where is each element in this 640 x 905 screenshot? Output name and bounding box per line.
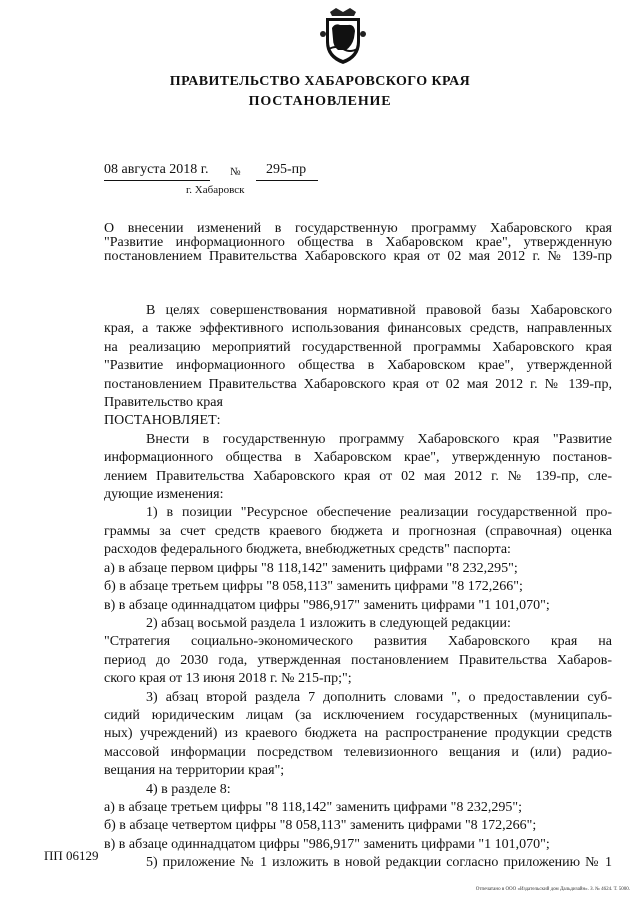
- body-line: Правительство края: [104, 395, 223, 411]
- body-line: массовой информации посредством телевизионного вещания и (или) радио-: [104, 744, 612, 760]
- body-line: Внести в государственную программу Хабаровского края "Развитие: [146, 431, 612, 447]
- body-line: вещания на территории края";: [104, 763, 285, 779]
- body-line: а) в абзаце первом цифры "8 118,142" заменить цифрами "8 232,295";: [104, 560, 518, 576]
- body-line: постановлением Правительства Хабаровского края от 02 мая 2012 г. № 139-пр,: [104, 376, 612, 392]
- body-line: 5) приложение № 1 изложить в новой редакции согласно приложению № 1: [146, 855, 612, 871]
- body-line: 3) абзац второй раздела 7 дополнить словами ", о предоставлении суб-: [146, 689, 612, 705]
- body-line: в) в абзаце одиннадцатом цифры "986,917" заменить цифрами "1 101,070";: [104, 597, 550, 613]
- number-underline: [256, 180, 318, 181]
- body-line: ных) учреждений) из краевого бюджета на распространение продукции средств: [104, 726, 612, 742]
- body-line: лением Правительства Хабаровского края от 02 мая 2012 г. № 139-пр, сле-: [104, 468, 612, 484]
- body-line: "Развитие информационного общества в Хабаровском крае", утвержденной: [104, 358, 612, 374]
- body-line: 1) в позиции "Ресурсное обеспечение реализации государственной про-: [146, 505, 612, 521]
- document-subject: [104, 222, 612, 264]
- subject-line: О внесении изменений в государственную программу Хабаровского края: [104, 221, 612, 236]
- subject-line: "Развитие информационного общества в Хабаровском крае", утвержденную: [104, 235, 612, 250]
- document-date: 08 августа 2018 г.: [104, 162, 209, 177]
- body-line: дующие изменения:: [104, 487, 224, 503]
- document-code: ПП 06129: [44, 848, 99, 863]
- body-line: края, а также эффективного использования финансовых средств, направленных: [104, 321, 612, 337]
- coat-of-arms-icon: [318, 6, 368, 66]
- document-type: ПОСТАНОВЛЕНИЕ: [248, 94, 392, 109]
- body-line: 4) в разделе 8:: [146, 781, 231, 797]
- body-line: ПОСТАНОВЛЯЕТ:: [104, 413, 221, 429]
- body-line: ского края от 13 июня 2018 г. № 215-пр;";: [104, 671, 352, 687]
- body-line: б) в абзаце четвертом цифры "8 058,113" заменить цифрами "8 172,266";: [104, 818, 537, 834]
- body-line: в) в абзаце одиннадцатом цифры "986,917" заменить цифрами "1 101,070";: [104, 836, 550, 852]
- number-sign: №: [230, 166, 241, 178]
- organization-title: ПРАВИТЕЛЬСТВО ХАБАРОВСКОГО КРАЯ: [169, 74, 471, 89]
- body-line: граммы за счет средств краевого бюджета и прогнозная (справочная) оценка: [104, 523, 612, 539]
- body-line: а) в абзаце третьем цифры "8 118,142" заменить цифрами "8 232,295";: [104, 799, 522, 815]
- body-line: В целях совершенствования нормативной правовой базы Хабаровского: [146, 303, 612, 318]
- body-line: "Стратегия социально-экономического развития Хабаровского края на: [104, 634, 612, 650]
- date-underline: [104, 180, 210, 181]
- body-line: б) в абзаце третьем цифры "8 058,113" заменить цифрами "8 172,266";: [104, 579, 523, 595]
- body-line: информационного общества в Хабаровском крае", утвержденную постанов-: [104, 450, 612, 466]
- subject-line: постановлением Правительства Хабаровского края от 02 мая 2012 г. № 139-пр: [104, 249, 612, 264]
- body-line: расходов федерального бюджета, внебюджетных средств" паспорта:: [104, 542, 511, 558]
- document-city: г. Хабаровск: [186, 184, 245, 196]
- document-body: [104, 302, 612, 873]
- body-line: сидий юридическим лицам (за исключением государственных (муниципаль-: [104, 707, 612, 723]
- body-line: период до 2030 года, утвержденная постановлением Правительства Хабаров-: [104, 652, 612, 668]
- body-line: на реализацию мероприятий государственной программы Хабаровского края: [104, 339, 612, 355]
- printer-note: Отпечатано в ООО «Издательский дом Дальдизайн». З. № 4624. Т. 5000.: [475, 887, 630, 892]
- document-number: 295-пр: [266, 162, 307, 177]
- body-line: 2) абзац восьмой раздела 1 изложить в следующей редакции:: [146, 615, 511, 631]
